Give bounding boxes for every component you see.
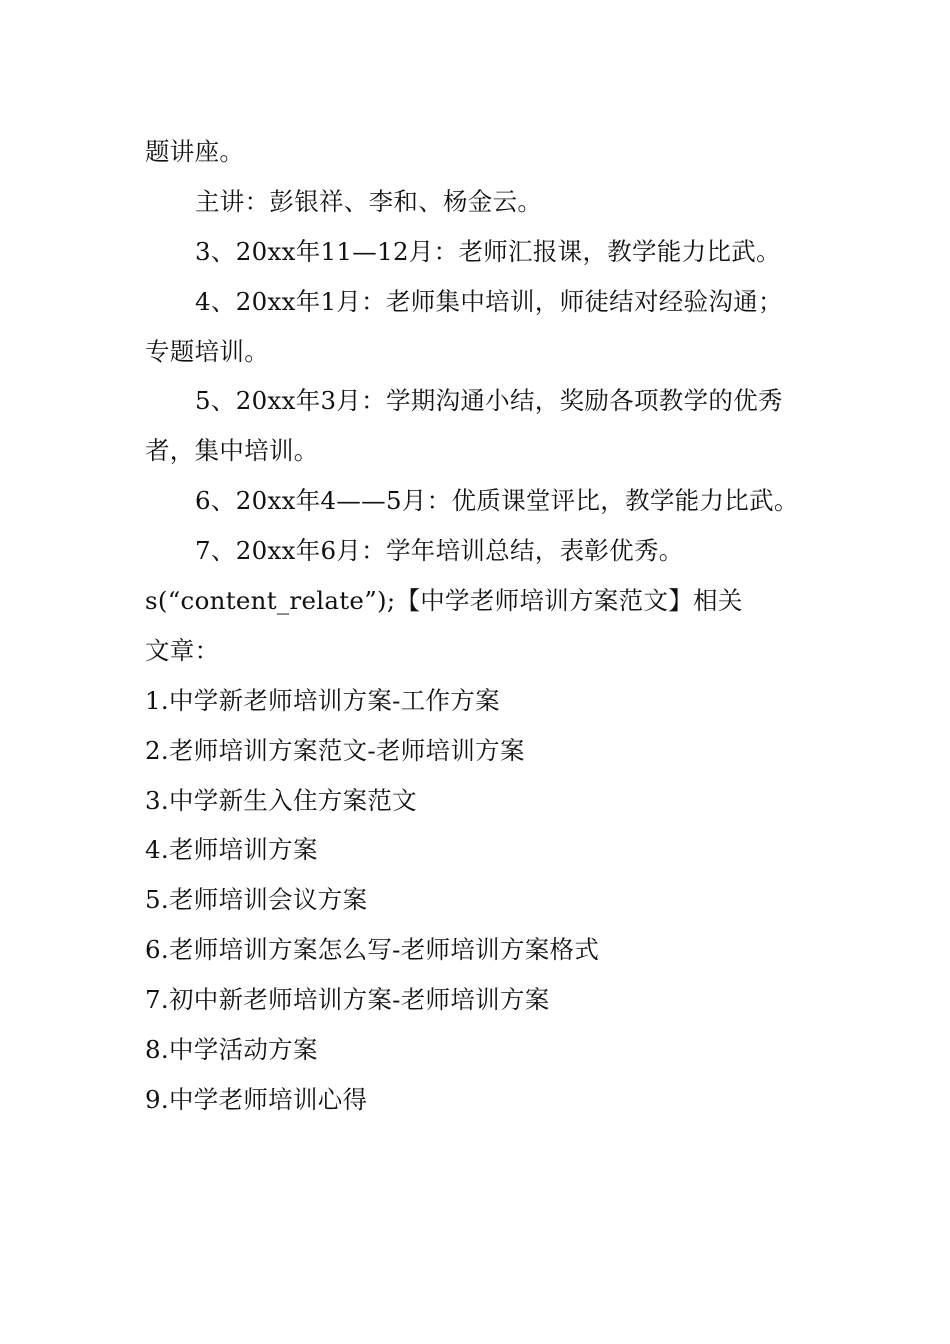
related-article-link[interactable]: 3.中学新生入住方案范文 xyxy=(145,785,417,815)
paragraph-line: 3、20xx年11—12月：老师汇报课，教学能力比武。 xyxy=(195,236,781,266)
related-heading-line: s(“content_relate”);【中学老师培训方案范文】相关 xyxy=(145,586,743,616)
related-article-link[interactable]: 4.老师培训方案 xyxy=(145,835,318,865)
related-article-link[interactable]: 7.初中新老师培训方案-老师培训方案 xyxy=(145,985,550,1015)
related-article-link[interactable]: 5.老师培训会议方案 xyxy=(145,885,368,915)
related-article-link[interactable]: 1.中学新老师培训方案-工作方案 xyxy=(145,685,500,715)
paragraph-line: 6、20xx年4——5月：优质课堂评比，教学能力比武。 xyxy=(195,486,799,516)
paragraph-line: 主讲：彭银祥、李和、杨金云。 xyxy=(195,186,543,216)
paragraph-line: 4、20xx年1月：老师集中培训，师徒结对经验沟通； xyxy=(195,286,783,316)
related-article-link[interactable]: 9.中学老师培训心得 xyxy=(145,1084,368,1114)
paragraph-line: 专题培训。 xyxy=(145,336,269,366)
related-article-link[interactable]: 8.中学活动方案 xyxy=(145,1035,318,1065)
related-article-link[interactable]: 6.老师培训方案怎么写-老师培训方案格式 xyxy=(145,935,600,965)
paragraph-line: 者，集中培训。 xyxy=(145,436,319,466)
related-article-link[interactable]: 2.老师培训方案范文-老师培训方案 xyxy=(145,735,525,765)
document-body xyxy=(145,127,815,1125)
paragraph-line: 7、20xx年6月：学年培训总结，表彰优秀。 xyxy=(195,536,684,566)
paragraph-line: 5、20xx年3月：学期沟通小结，奖励各项教学的优秀 xyxy=(195,386,783,416)
related-heading-line: 文章： xyxy=(145,635,220,665)
paragraph-line: 题讲座。 xyxy=(145,137,245,166)
